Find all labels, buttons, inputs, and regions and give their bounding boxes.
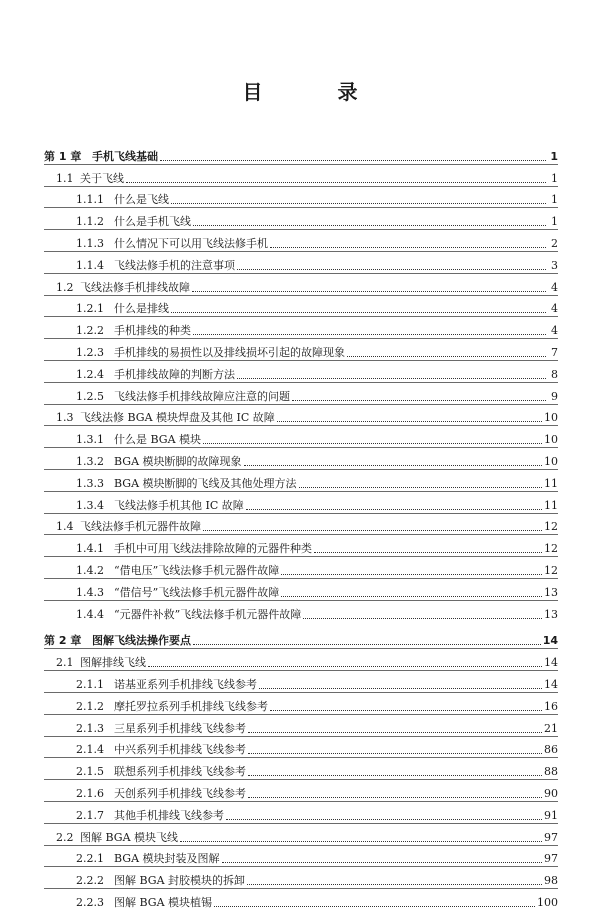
dot-leader <box>270 709 542 711</box>
toc-entry-number: 1.1 <box>56 171 74 185</box>
toc-page-number: 11 <box>544 498 558 512</box>
toc-page-number: 9 <box>551 389 558 403</box>
toc-page-number: 21 <box>544 721 558 735</box>
toc-page-number: 10 <box>544 411 558 425</box>
toc-page-number: 100 <box>537 895 558 909</box>
dot-leader <box>248 774 542 776</box>
toc-page-number: 12 <box>544 563 558 577</box>
toc-entry-title: “借电压”飞线法修手机元器件故障 <box>114 563 280 577</box>
toc-entry-number: 1.2.5 <box>76 389 104 403</box>
toc-entry-title: 其他手机排线飞线参考 <box>114 808 224 822</box>
toc-page-number: 97 <box>544 830 558 844</box>
toc-entry-row[interactable] <box>44 757 558 779</box>
dot-leader <box>193 333 546 335</box>
toc-entry-title: “元器件补救”飞线法修手机元器件故障 <box>114 607 302 621</box>
dot-leader <box>203 442 542 444</box>
toc-page-number: 13 <box>544 585 558 599</box>
toc-page-number: 90 <box>544 786 558 800</box>
toc-page-number: 14 <box>542 634 558 648</box>
toc-entry-number: 第 2 章 <box>44 634 82 648</box>
dot-leader <box>314 551 542 553</box>
toc-entry-number: 2.2.3 <box>76 895 104 909</box>
toc-entry-number: 1.1.3 <box>76 236 104 250</box>
dot-leader <box>237 377 546 379</box>
toc-entry-number: 1.3.4 <box>76 498 104 512</box>
toc-entry-title: 图解 BGA 模块植锡 <box>114 895 213 909</box>
toc-entry-row[interactable] <box>44 736 558 758</box>
toc-entry-row[interactable] <box>44 382 558 404</box>
toc-entry-title: 联想系列手机排线飞线参考 <box>114 765 246 779</box>
toc-section-row[interactable] <box>44 273 558 295</box>
toc-page-number: 4 <box>551 280 558 294</box>
toc-chapter-row[interactable] <box>44 142 558 164</box>
dot-leader <box>244 464 542 466</box>
toc-page-number: 10 <box>544 454 558 468</box>
toc-entry-number: 1.1.1 <box>76 193 104 207</box>
toc-entry-number: 1.2.4 <box>76 367 104 381</box>
toc-page-number: 10 <box>544 433 558 447</box>
toc-entry-number: 2.2.2 <box>76 874 104 888</box>
toc-entry-title: 飞线法修手机的注意事项 <box>114 258 235 272</box>
toc-page-number: 1 <box>551 215 558 229</box>
toc-entry-title: 手机排线的易损性以及排线损坏引起的故障现象 <box>114 345 345 359</box>
toc-page-number: 7 <box>551 345 558 359</box>
toc-page-number: 14 <box>544 656 558 670</box>
toc-entry-number: 2.1.7 <box>76 808 104 822</box>
dot-leader <box>171 311 546 313</box>
toc-entry-number: 1.1.2 <box>76 215 104 229</box>
toc-entry-title: 图解 BGA 模块飞线 <box>80 830 179 844</box>
toc-entry-title: 图解排线飞线 <box>80 656 146 670</box>
dot-leader <box>148 665 542 667</box>
dot-leader <box>247 883 542 885</box>
dot-leader <box>299 486 542 488</box>
dot-leader <box>203 529 542 531</box>
toc-entry-title: 什么情况下可以用飞线法修手机 <box>114 236 268 250</box>
dot-leader <box>281 573 542 575</box>
toc-entry-title: BGA 模块断脚的故障现象 <box>114 454 242 468</box>
toc-entry-row[interactable] <box>44 207 558 229</box>
toc-entry-title: 关于飞线 <box>80 171 124 185</box>
toc-entry-row[interactable] <box>44 534 558 556</box>
toc-page-number: 4 <box>551 302 558 316</box>
toc-entry-number: 2.2.1 <box>76 852 104 866</box>
toc-entry-number: 2.1.6 <box>76 786 104 800</box>
dot-leader <box>270 246 546 248</box>
toc-section-row[interactable] <box>44 164 558 186</box>
toc-entry-number: 1.4 <box>56 520 74 534</box>
dot-leader <box>259 687 542 689</box>
toc-entry-number: 1.4.1 <box>76 542 104 556</box>
toc-entry-number: 2.2 <box>56 830 74 844</box>
toc-entry-title: 飞线法修手机元器件故障 <box>80 520 201 534</box>
toc-entry-number: 1.3.1 <box>76 433 104 447</box>
toc-page-number: 14 <box>544 677 558 691</box>
toc-entry-row[interactable] <box>44 845 558 867</box>
toc-page-number: 86 <box>544 743 558 757</box>
toc-section-row[interactable] <box>44 513 558 535</box>
toc-entry-row[interactable] <box>44 578 558 600</box>
page-title: 目 录 <box>242 80 392 104</box>
dot-leader <box>192 290 546 292</box>
toc-entry-row[interactable] <box>44 251 558 273</box>
toc-page-number: 1 <box>551 193 558 207</box>
toc-entry-title: 飞线法修手机其他 IC 故障 <box>114 498 244 512</box>
toc-section-row[interactable] <box>44 823 558 845</box>
toc-entry-row[interactable] <box>44 491 558 513</box>
toc-entry-row[interactable] <box>44 714 558 736</box>
dot-leader <box>226 818 542 820</box>
toc-entry-title: 图解飞线法操作要点 <box>92 634 191 648</box>
toc-entry-number: 1.2.2 <box>76 324 104 338</box>
dot-leader <box>193 643 541 645</box>
toc-entry-number: 1.4.3 <box>76 585 104 599</box>
toc-entry-title: 飞线法修手机排线故障应注意的问题 <box>114 389 290 403</box>
toc-entry-row[interactable] <box>44 692 558 714</box>
toc-entry-row[interactable] <box>44 556 558 578</box>
toc-entry-row[interactable] <box>44 866 558 888</box>
toc-entry-number: 2.1.4 <box>76 743 104 757</box>
dot-leader <box>126 181 546 183</box>
table-of-contents <box>44 142 558 910</box>
toc-entry-number: 1.4.2 <box>76 563 104 577</box>
dot-leader <box>248 752 542 754</box>
toc-entry-row[interactable] <box>44 801 558 823</box>
toc-entry-number: 1.2.3 <box>76 345 104 359</box>
dot-leader <box>193 224 546 226</box>
dot-leader <box>237 268 546 270</box>
toc-entry-title: 诺基亚系列手机排线飞线参考 <box>114 677 257 691</box>
toc-entry-title: 三星系列手机排线飞线参考 <box>114 721 246 735</box>
toc-entry-title: 飞线法修 BGA 模块焊盘及其他 IC 故障 <box>80 411 275 425</box>
toc-entry-number: 1.2 <box>56 280 74 294</box>
toc-entry-number: 2.1.3 <box>76 721 104 735</box>
dot-leader <box>214 905 535 907</box>
toc-page-number: 91 <box>544 808 558 822</box>
dot-leader <box>180 840 542 842</box>
dot-leader <box>277 420 542 422</box>
toc-entry-number: 1.3.2 <box>76 454 104 468</box>
toc-page-number: 3 <box>551 258 558 272</box>
toc-chapter-row[interactable] <box>44 627 558 649</box>
toc-entry-row[interactable] <box>44 469 558 491</box>
dot-leader <box>160 159 546 161</box>
dot-leader <box>246 508 542 510</box>
toc-page-number: 16 <box>544 699 558 713</box>
toc-entry-title: 天创系列手机排线飞线参考 <box>114 786 246 800</box>
toc-page-number: 2 <box>551 236 558 250</box>
toc-entry-row[interactable] <box>44 779 558 801</box>
toc-entry-row[interactable] <box>44 338 558 360</box>
toc-entry-number: 2.1 <box>56 656 74 670</box>
dot-leader <box>248 796 542 798</box>
toc-entry-title: BGA 模块封装及图解 <box>114 852 220 866</box>
toc-entry-title: 手机排线故障的判断方法 <box>114 367 235 381</box>
toc-page-number: 13 <box>544 607 558 621</box>
toc-page-number: 4 <box>551 324 558 338</box>
toc-entry-number: 2.1.2 <box>76 699 104 713</box>
toc-entry-title: 图解 BGA 封胶模块的拆卸 <box>114 874 246 888</box>
toc-page-number: 97 <box>544 852 558 866</box>
toc-entry-number: 2.1.1 <box>76 677 104 691</box>
toc-entry-number: 1.4.4 <box>76 607 104 621</box>
toc-page-number: 12 <box>544 520 558 534</box>
toc-entry-title: 什么是手机飞线 <box>114 215 191 229</box>
toc-page-number: 8 <box>551 367 558 381</box>
toc-entry-title: 手机飞线基础 <box>92 149 158 163</box>
dot-leader <box>171 202 546 204</box>
toc-page-number: 1 <box>551 171 558 185</box>
toc-entry-row[interactable] <box>44 316 558 338</box>
toc-entry-number: 1.3 <box>56 411 74 425</box>
toc-entry-row[interactable] <box>44 888 558 910</box>
toc-entry-title: 中兴系列手机排线飞线参考 <box>114 743 246 757</box>
toc-entry-title: 什么是排线 <box>114 302 169 316</box>
toc-entry-number: 1.1.4 <box>76 258 104 272</box>
toc-page-number: 11 <box>544 476 558 490</box>
toc-entry-title: 飞线法修手机排线故障 <box>80 280 190 294</box>
toc-entry-row[interactable] <box>44 295 558 317</box>
toc-entry-number: 第 1 章 <box>44 149 82 163</box>
toc-entry-number: 1.3.3 <box>76 476 104 490</box>
dot-leader <box>303 617 542 619</box>
toc-entry-row[interactable] <box>44 229 558 251</box>
dot-leader <box>248 731 542 733</box>
toc-entry-title: 什么是 BGA 模块 <box>114 433 202 447</box>
toc-page-number: 98 <box>544 874 558 888</box>
toc-section-row[interactable] <box>44 648 558 670</box>
toc-entry-row[interactable] <box>44 670 558 692</box>
toc-page-number: 1 <box>550 149 558 163</box>
toc-section-row[interactable] <box>44 404 558 426</box>
toc-entry-title: 摩托罗拉系列手机排线飞线参考 <box>114 699 268 713</box>
toc-entry-title: BGA 模块断脚的飞线及其他处理方法 <box>114 476 297 490</box>
toc-entry-title: “借信号”飞线法修手机元器件故障 <box>114 585 280 599</box>
toc-entry-title: 什么是飞线 <box>114 193 169 207</box>
toc-entry-row[interactable] <box>44 600 558 622</box>
dot-leader <box>222 861 542 863</box>
dot-leader <box>292 399 546 401</box>
toc-entry-row[interactable] <box>44 360 558 382</box>
dot-leader <box>347 355 546 357</box>
toc-entry-title: 手机排线的种类 <box>114 324 191 338</box>
toc-entry-row[interactable] <box>44 425 558 447</box>
toc-page-number: 88 <box>544 765 558 779</box>
toc-entry-row[interactable] <box>44 447 558 469</box>
toc-entry-row[interactable] <box>44 186 558 208</box>
toc-page-number: 12 <box>544 542 558 556</box>
toc-entry-number: 2.1.5 <box>76 765 104 779</box>
dot-leader <box>281 595 542 597</box>
toc-entry-title: 手机中可用飞线法排除故障的元器件种类 <box>114 542 312 556</box>
toc-entry-number: 1.2.1 <box>76 302 104 316</box>
